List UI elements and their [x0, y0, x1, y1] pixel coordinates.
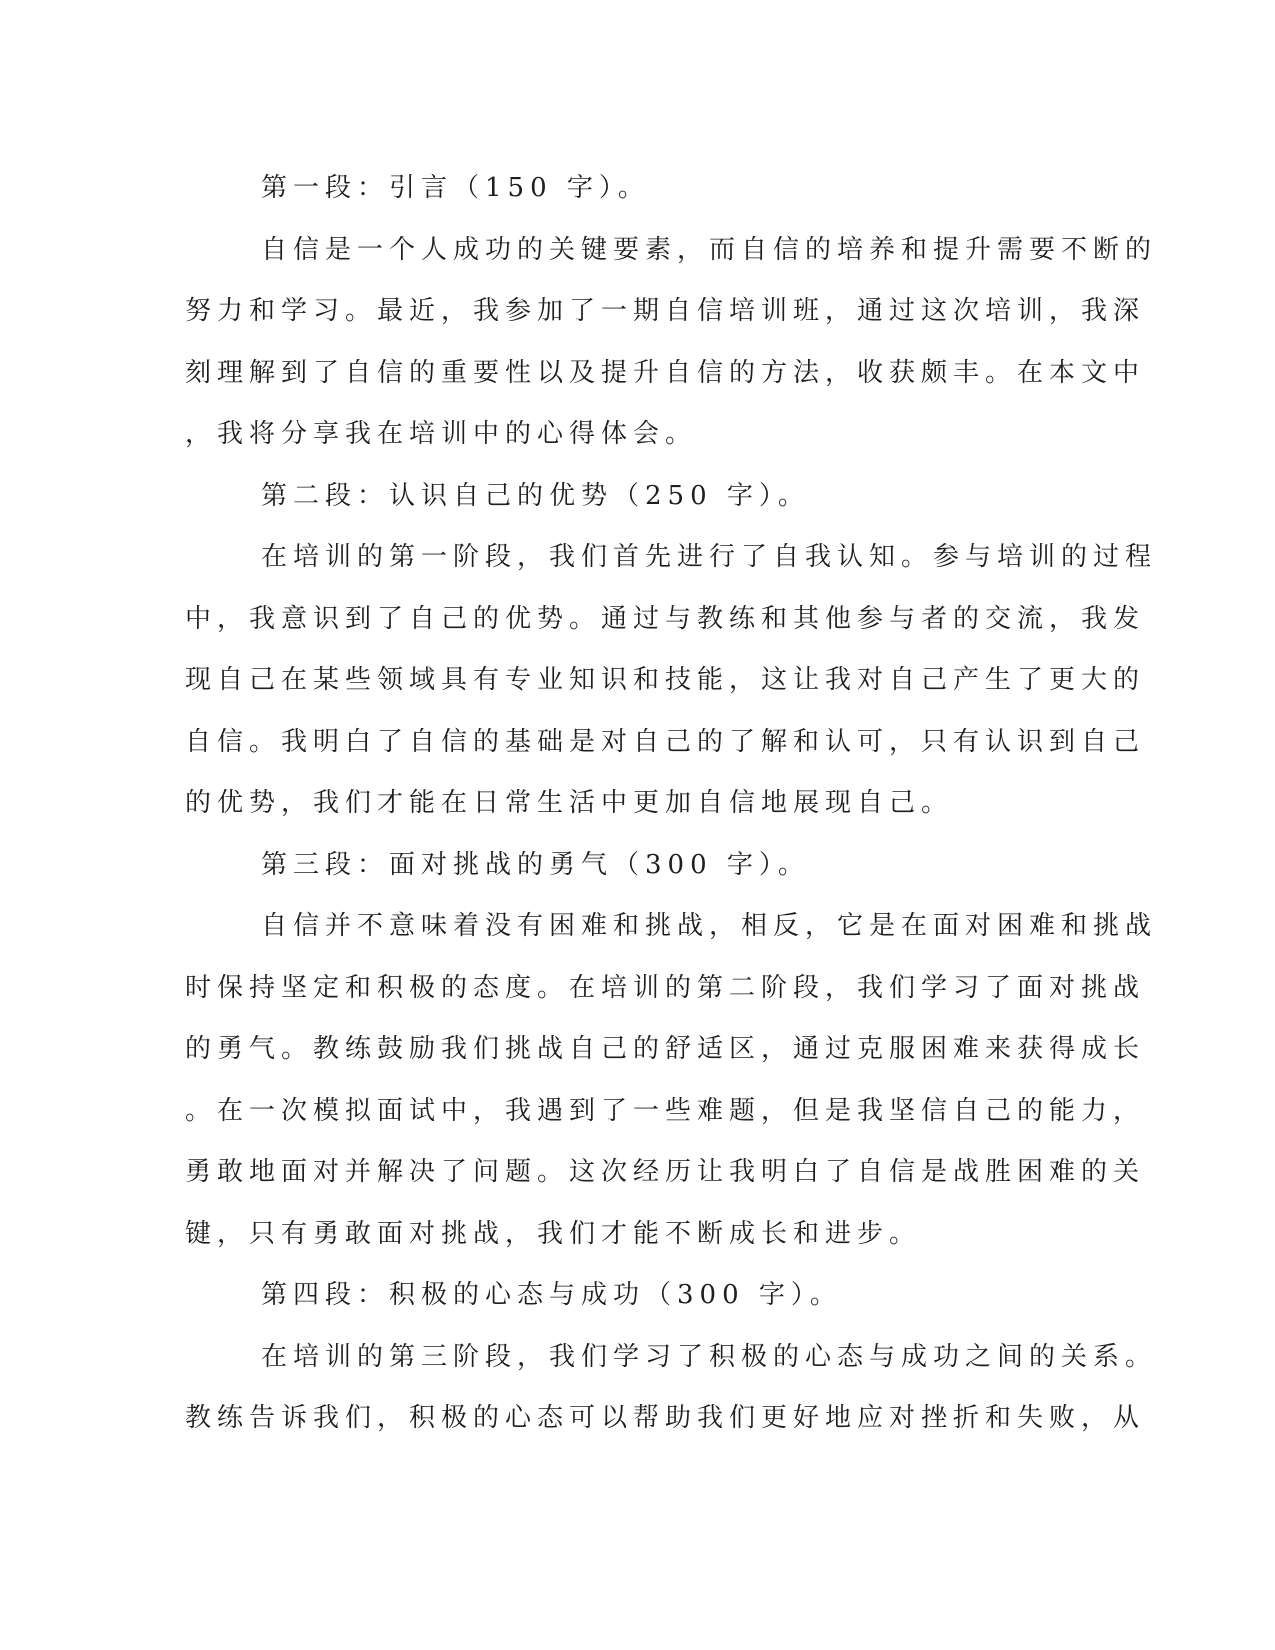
paragraph-line: 刻理解到了自信的重要性以及提升自信的方法，收获颇丰。在本文中 [185, 357, 1146, 388]
paragraph-line: 。在一次模拟面试中，我遇到了一些难题，但是我坚信自己的能力， [185, 1095, 1146, 1126]
document-body [185, 158, 1158, 1450]
paragraph-line: 的勇气。教练鼓励我们挑战自己的舒适区，通过克服困难来获得成长 [185, 1034, 1146, 1064]
paragraph-line: 自信是一个人成功的关键要素，而自信的培养和提升需要不断的 [261, 234, 1158, 265]
heading-section-4: 第四段：积极的心态与成功（300 字）。 [261, 1280, 842, 1310]
paragraph-line: 教练告诉我们，积极的心态可以帮助我们更好地应对挫折和失败，从 [185, 1403, 1146, 1433]
paragraph-line: 时保持坚定和积极的态度。在培训的第二阶段，我们学习了面对挑战 [185, 972, 1146, 1003]
paragraph-line: 键，只有勇敢面对挑战，我们才能不断成长和进步。 [185, 1218, 922, 1249]
heading-section-2: 第二段：认识自己的优势（250 字）。 [261, 480, 810, 511]
paragraph-line: 努力和学习。最近，我参加了一期自信培训班，通过这次培训，我深 [185, 296, 1146, 326]
paragraph-line: 勇敢地面对并解决了问题。这次经历让我明白了自信是战胜困难的关 [185, 1157, 1146, 1187]
paragraph-line: 中，我意识到了自己的优势。通过与教练和其他参与者的交流，我发 [185, 603, 1146, 634]
paragraph-line: 在培训的第三阶段，我们学习了积极的心态与成功之间的关系。 [261, 1341, 1158, 1372]
paragraph-line: 在培训的第一阶段，我们首先进行了自我认知。参与培训的过程 [261, 542, 1158, 572]
paragraph-line: 的优势，我们才能在日常生活中更加自信地展现自己。 [185, 788, 954, 818]
paragraph-line: ，我将分享我在培训中的心得体会。 [185, 419, 698, 449]
paragraph-line: 自信并不意味着没有困难和挑战，相反，它是在面对困难和挑战 [261, 911, 1158, 941]
heading-section-1: 第一段：引言（150 字）。 [261, 173, 650, 203]
paragraph-line: 现自己在某些领域具有专业知识和技能，这让我对自己产生了更大的 [185, 665, 1146, 695]
paragraph-line: 自信。我明白了自信的基础是对自己的了解和认可，只有认识到自己 [185, 726, 1146, 757]
heading-section-3: 第三段：面对挑战的勇气（300 字）。 [261, 849, 810, 880]
